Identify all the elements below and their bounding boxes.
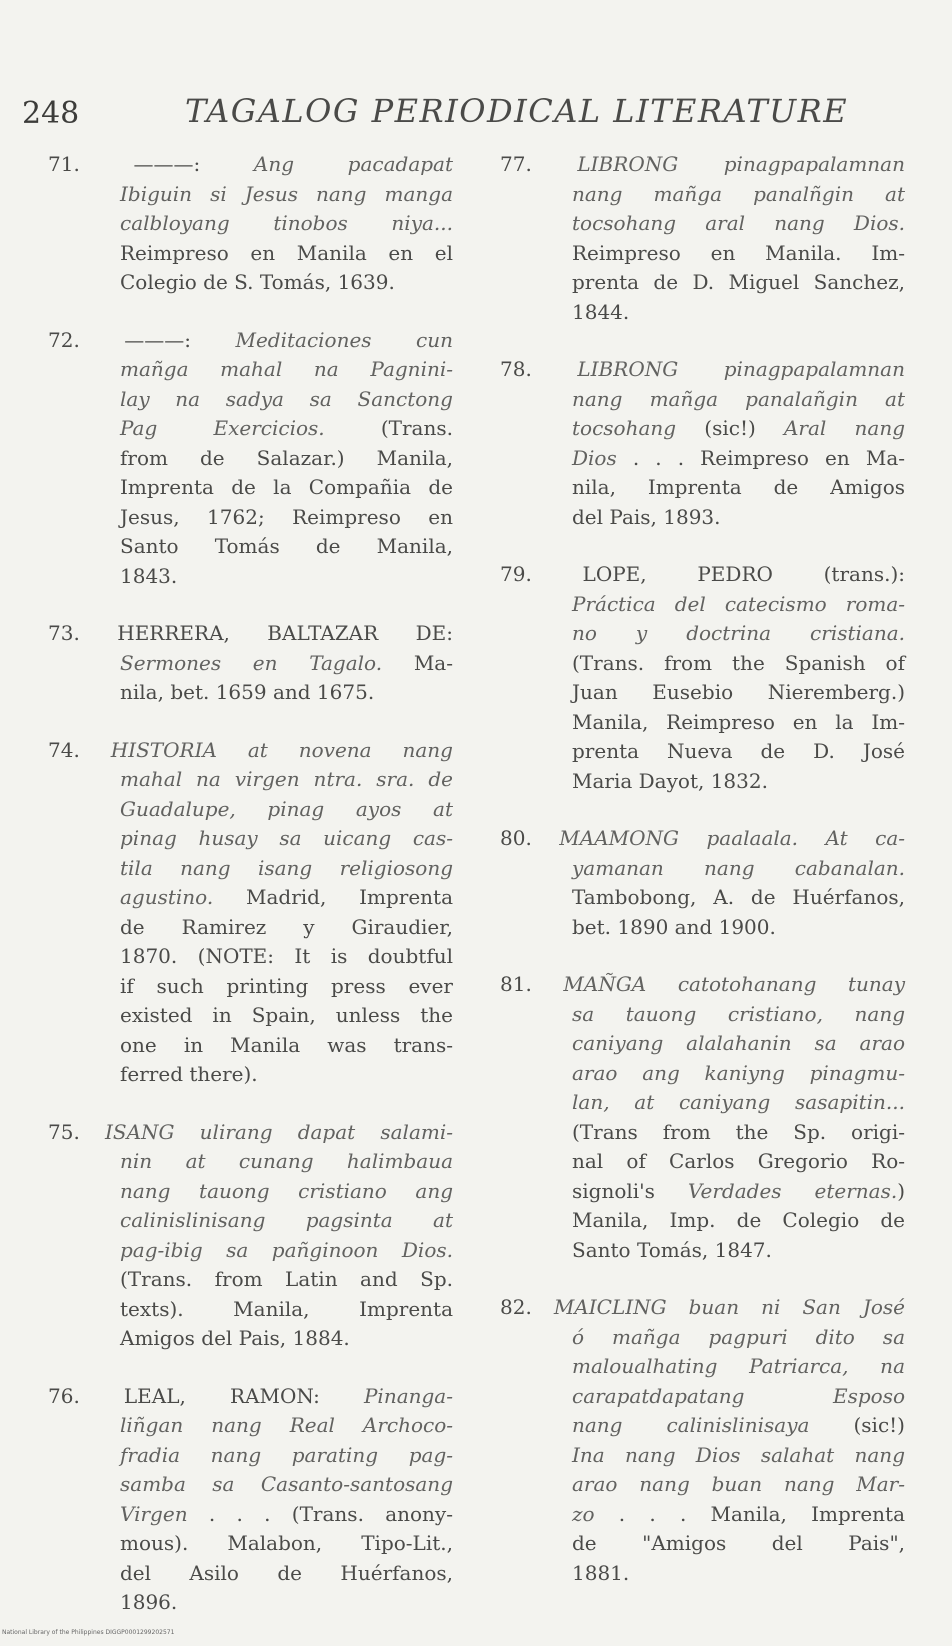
entry-title-italic: calbloyang tinobos niya... [120,211,453,235]
entry-line [48,1500,453,1530]
entry-title-italic: yamanan nang cabanalan. [572,855,905,880]
entry-line [48,1529,453,1559]
entry-text: . . . Manila, Imprenta [594,1501,905,1526]
entry-title-italic: agustino. [120,885,214,909]
entry-title-italic: LIBRONG pinagpapalamnan [577,357,905,381]
entry-text: 1870. (NOTE: It is doubtful [120,944,453,968]
entry-text: (Trans. [324,416,453,440]
entry-title-italic: sa tauong cristiano, nang [572,1001,905,1026]
entry-first-line [48,1382,453,1412]
entry-text: mous). Malabon, Tipo-Lit., [120,1531,453,1555]
entry-text: Juan Eusebio Nieremberg.) [572,680,905,704]
entry-text: (Trans from the Sp. origi- [572,1119,905,1144]
entry-line [48,444,453,474]
entry-title-italic: Práctica del catecismo roma- [572,591,905,616]
entry-title-italic: pinag husay sa uicang cas- [120,826,453,850]
entry-title-italic: Ina nang Dios salahat nang [572,1442,905,1467]
entry-text: prenta Nueva de D. José [572,739,905,763]
entry-first-line [500,1293,905,1323]
entry-line [48,1470,453,1500]
entry-line [48,1588,453,1618]
entry-title-italic: liñgan nang Real Archoco- [120,1413,453,1437]
entry-text: nal of Carlos Gregorio Ro- [572,1149,905,1173]
entry-line [48,1236,453,1266]
entry-line [500,1118,905,1148]
entry-text: de Ramirez y Giraudier, [120,914,453,939]
bibliography-entry [500,824,905,942]
entry-text: Jesus, 1762; Reimpreso en [120,504,453,529]
entry-line [500,1088,905,1118]
entry-text: 79. LOPE, PEDRO (trans.): [500,562,905,586]
entry-text: nila, Imprenta de Amigos [572,475,905,499]
entry-title-italic: calinislinisang pagsinta at [120,1208,453,1232]
entry-text: Maria Dayot, 1832. [572,768,768,793]
entry-title-italic: mañga mahal na Pagnini- [120,357,453,381]
entry-text: 1843. [120,563,178,588]
entry-first-line [500,560,905,590]
entry-line [48,765,453,795]
entry-title-italic: MAÑGA catotohanang tunay [563,972,905,996]
entry-title-italic: nin at cunang halimbaua [120,1149,453,1173]
entry-line [48,1147,453,1177]
entry-text: 75. [48,1119,105,1144]
entry-text: Santo Tomás, 1847. [572,1237,772,1262]
entry-line [500,1352,905,1382]
entry-line [500,298,905,328]
entry-line [500,913,905,943]
bibliography-entry [48,326,453,592]
entry-title-italic: Verdades eternas. [687,1178,898,1203]
entry-title-italic: Meditaciones cun [235,327,453,352]
entry-first-line [500,970,905,1000]
entry-line [48,239,453,269]
entry-title-italic: no y doctrina cristiana. [572,621,905,645]
bibliography-entry [48,150,453,298]
entry-title-italic: Ang pacadapat [253,152,454,176]
entry-text: (Trans. from the Spanish of [572,650,905,675]
entry-line [500,239,905,269]
entry-first-line [500,355,905,385]
entry-line [500,503,905,533]
entry-title-italic: nang mañga panalñgin at [572,181,905,206]
entry-title-italic: Pinanga- [363,1383,453,1408]
entry-line [48,503,453,533]
entry-line [500,678,905,708]
entry-text: Manila, Imp. de Colegio de [572,1208,905,1232]
entry-text: 77. [500,152,578,176]
entry-line [48,180,453,210]
entry-text: one in Manila was trans- [120,1032,453,1057]
entry-title-italic: lan, at caniyang sasapitin... [572,1090,905,1114]
entry-title-italic: Virgen [120,1501,188,1526]
entry-title-italic: nang calinislinisaya [572,1413,810,1437]
entry-title-italic: LIBRONG pinagpapalamnan [577,152,905,176]
entry-line [500,649,905,679]
entry-line [48,1001,453,1031]
entry-line [48,649,453,679]
entry-line [48,883,453,913]
entry-line [48,1559,453,1589]
bibliography-entry [48,1382,453,1618]
entry-line [48,1206,453,1236]
entry-text: Ma- [382,650,453,675]
entry-text: ) [897,1178,906,1203]
entry-title-italic: ISANG ulirang dapat salami- [104,1119,453,1144]
entry-text: bet. 1890 and 1900. [572,914,776,939]
entry-line [500,1147,905,1177]
entry-line [48,562,453,592]
entry-line [48,532,453,562]
entry-text: Imprenta de la Compañia de [120,475,453,499]
entry-text: Reimpreso en Manila. Im- [572,240,905,265]
right-column [500,150,905,1616]
entry-title-italic: MAICLING buan ni San José [553,1295,905,1319]
entry-title-italic: ó mañga pagpuri dito sa [572,1324,905,1349]
entry-line [500,1000,905,1030]
entry-text: (Trans. from Latin and Sp. [120,1267,453,1291]
entry-line [500,473,905,503]
entry-text: 1881. [572,1560,630,1585]
entry-title-italic: carapatdapatang Esposo [572,1383,905,1408]
entry-line [500,444,905,474]
entry-first-line [48,150,453,180]
entry-title-italic: nang tauong cristiano ang [120,1178,453,1203]
entry-text: 76. LEAL, RAMON: [48,1383,364,1408]
entry-first-line [500,824,905,854]
entry-line [48,942,453,972]
page-number: 248 [22,96,80,131]
entry-line [500,1059,905,1089]
entry-title-italic: Pag Exercicios. [120,416,325,440]
entry-text: Santo Tomás de Manila, [120,534,453,558]
entry-first-line [48,1118,453,1148]
footer-credit: National Library of the Philippines DIGGP0001299202571 [2,1629,175,1636]
bibliography-entry [500,150,905,327]
bibliography-entry [48,619,453,708]
entry-line [48,268,453,298]
entry-text: 1896. [120,1590,178,1614]
entry-line [500,767,905,797]
entry-line [500,180,905,210]
entry-title-italic: HISTORIA at novena nang [110,737,453,762]
entry-text: (sic!) [676,416,784,440]
entry-first-line [48,326,453,356]
entry-text: (sic!) [809,1413,905,1437]
entry-title-italic: MAAMONG paalaala. At ca- [559,826,905,850]
entry-line [48,854,453,884]
entry-line [48,209,453,239]
entry-line [500,619,905,649]
entry-text: Reimpreso en Manila en el [120,240,453,265]
entry-line [500,883,905,913]
entry-line [500,1559,905,1589]
entry-text: Amigos del Pais, 1884. [120,1326,350,1350]
entry-line [500,1529,905,1559]
entry-text: if such printing press ever [120,973,453,998]
entry-line [500,1500,905,1530]
entry-text: 71. ———: [48,152,254,176]
entry-text: nila, bet. 1659 and 1675. [120,680,375,704]
entry-title-italic: caniyang alalahanin sa arao [572,1031,905,1055]
entry-text: 72. ———: [48,327,236,352]
entry-title-italic: fradia nang parating pag- [120,1442,453,1467]
entry-line [48,1060,453,1090]
entry-line [500,414,905,444]
entry-line [48,414,453,444]
bibliography-entry [500,355,905,532]
entry-line [500,385,905,415]
entry-line [48,473,453,503]
entry-line [500,590,905,620]
entry-line [500,708,905,738]
bibliography-entry [48,736,453,1090]
entry-text: texts). Manila, Imprenta [120,1296,453,1321]
entry-line [500,1177,905,1207]
entry-text: 78. [500,357,578,381]
entry-line [500,1236,905,1266]
bibliography-entry [500,1293,905,1588]
entry-first-line [48,619,453,649]
entry-title-italic: Guadalupe, pinag ayos at [120,796,453,821]
entry-line [48,972,453,1002]
page-header [0,92,952,136]
entry-title-italic: Ibiguin si Jesus nang manga [120,181,453,206]
entry-title-italic: samba sa Casanto-santosang [120,1472,453,1496]
entry-title-italic: Aral nang [783,416,905,440]
bibliography-entry [48,1118,453,1354]
entry-line [48,1411,453,1441]
entry-text: ferred there). [120,1062,258,1086]
entry-line [500,1470,905,1500]
entry-line [500,737,905,767]
entry-first-line [48,736,453,766]
entry-line [500,209,905,239]
entry-title-italic: zo [572,1501,595,1526]
entry-line [48,678,453,708]
entry-line [500,1029,905,1059]
entry-text: 73. HERRERA, BALTAZAR DE: [48,621,453,645]
entry-text: 82. [500,1295,554,1319]
entry-title-italic: maloualhating Patriarca, na [572,1354,905,1378]
entry-text: 74. [48,737,111,762]
entry-title-italic: lay na sadya sa Sanctong [120,386,453,411]
entry-title-italic: tila nang isang religiosong [120,855,453,880]
entry-line [500,854,905,884]
entry-text: Tambobong, A. de Huérfanos, [572,885,905,909]
entry-line [500,1206,905,1236]
entry-line [48,1441,453,1471]
entry-line [500,1441,905,1471]
entry-title-italic: tocsohang [572,416,677,440]
entry-text: Colegio de S. Tomás, 1639. [120,270,395,294]
entry-text: de "Amigos del Pais", [572,1531,905,1555]
entry-title-italic: Dios [572,445,617,470]
entry-text: existed in Spain, unless the [120,1003,453,1027]
entry-text: prenta de D. Miguel Sanchez, [572,270,905,294]
entry-line [48,355,453,385]
entry-line [48,795,453,825]
entry-text: . . . (Trans. anony- [187,1501,453,1526]
entry-text: del Pais, 1893. [572,504,721,529]
entry-line [48,1324,453,1354]
entry-line [500,1382,905,1412]
entry-text: del Asilo de Huérfanos, [120,1560,453,1585]
entry-text: Madrid, Imprenta [213,885,453,909]
entry-text: 80. [500,826,560,850]
entry-title-italic: arao nang buan nang Mar- [572,1472,905,1496]
entry-first-line [500,150,905,180]
running-title: TAGALOG PERIODICAL LITERATURE [185,92,849,130]
entry-text: 81. [500,972,564,996]
entry-text: . . . Reimpreso en Ma- [616,445,905,470]
entry-title-italic: nang mañga panalañgin at [572,386,905,411]
entry-line [48,1295,453,1325]
entry-line [48,1265,453,1295]
entry-line [48,913,453,943]
entry-line [48,385,453,415]
entry-text: from de Salazar.) Manila, [120,445,453,470]
entry-line [500,268,905,298]
left-column [48,150,453,1646]
entry-line [48,824,453,854]
bibliography-entry [500,560,905,796]
entry-line [48,1031,453,1061]
entry-title-italic: Sermones en Tagalo. [120,650,383,675]
entry-title-italic: tocsohang aral nang Dios. [572,211,905,235]
entry-text: Manila, Reimpreso en la Im- [572,709,905,734]
entry-line [500,1411,905,1441]
entry-text: 1844. [572,299,630,324]
entry-title-italic: pag-ibig sa pañginoon Dios. [120,1237,453,1262]
entry-title-italic: arao ang kaniyng pinagmu- [572,1060,905,1085]
bibliography-entry [500,970,905,1265]
entry-title-italic: mahal na virgen ntra. sra. de [120,767,453,791]
entry-text: signoli's [572,1178,688,1203]
entry-line [48,1177,453,1207]
entry-line [500,1323,905,1353]
